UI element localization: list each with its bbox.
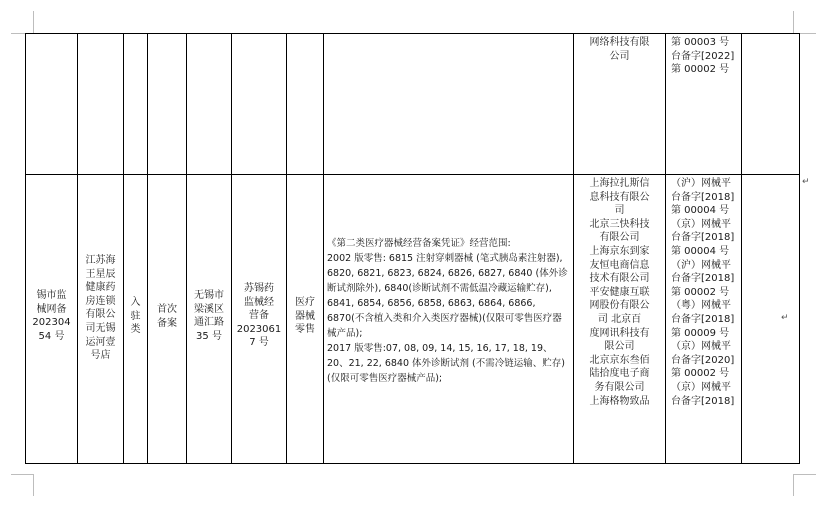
col-border <box>665 33 666 464</box>
business-type: 医疗 器械 零售 <box>295 297 315 336</box>
page-corner-top-left <box>33 11 34 33</box>
address: 无锡市 梁溪区 通汇路 35 号 <box>194 290 224 342</box>
col-border <box>123 33 124 464</box>
page-corner-top-right <box>793 11 794 33</box>
platform-companies: 上海拉扎斯信 息科技有限公 司 北京三快科技 有限公司 上海京东到家 友恒电商信息 技术有限公司 平安健康互联 网股份有限公 司 北京百 度网讯科技有 限公司 北京京东叁佰 陆拾度电子商 务有限公司 上海格物致品 <box>589 178 650 407</box>
col-border <box>323 33 324 464</box>
paragraph-mark: ↵ <box>781 313 789 323</box>
platform-certificates: （沪）网械平 台备字[2018] 第 00004 号 （京）网械平 台备字[2018] 第 00004 号 （沪）网械平 台备字[2018] 第 00002 号 （粤）网械平 台备字[2018] 第 00009 号 （京）网械平 台备字[2020] 第 00002 号 （京）网械平 台备字[2018] <box>671 178 735 407</box>
col-border <box>25 33 26 464</box>
filing-type: 首次 备案 <box>157 304 177 329</box>
table-bottom-border <box>25 463 800 464</box>
col-border <box>741 33 742 464</box>
col-border <box>186 33 187 464</box>
row1-cert-partial: 第 00003 号 台备字[2022] 第 00002 号 <box>671 37 735 76</box>
page-corner-bottom-left <box>33 474 34 496</box>
record-number: 锡市监 械网备 202304 54 号 <box>32 290 71 342</box>
row-divider <box>25 174 800 175</box>
table-top-border <box>25 33 800 34</box>
page-corner-bottom-right <box>793 474 794 496</box>
settle-type: 入 驻 类 <box>130 297 141 336</box>
row1-company-partial: 网络科技有限 公司 <box>589 37 650 60</box>
page-corner-bottom-left-h <box>11 474 33 475</box>
col-border <box>286 33 287 464</box>
business-scope: 《第二类医疗器械经营备案凭证》经营范围: 2002 版零售: 6815 注射穿刺器械 (笔式胰岛素注射器), 6820, 6821, 6823, 6824, 6826, 6827, 6840 (体外诊断试剂除外), 6840(诊断试剂不需低温冷藏运输贮存), 6841, 6854, 6856, 6858, 6863, 6864, 6866, 6870(不含植入类和介入类医疗器械)(仅限可零售医疗器械产品); 2017 版零售:07, 08, 09, 14, 15, 16, 17, 18, 19、20、21, 22, 6840 体外诊断试剂 (不需冷链运输、贮存)(仅限可零售医疗器械产品); <box>327 238 568 384</box>
page-corner-bottom-right-h <box>794 474 816 475</box>
company-name: 江苏海 王星辰 健康药 房连锁 有限公 司无锡 运河壹 号店 <box>85 255 116 362</box>
col-border <box>231 33 232 464</box>
row-end-mark: ↵ <box>802 177 810 187</box>
col-border <box>77 33 78 464</box>
col-border <box>799 33 800 464</box>
col-border <box>147 33 148 464</box>
license-number: 苏锡药 监械经 营备 2023061 7 号 <box>236 283 282 349</box>
